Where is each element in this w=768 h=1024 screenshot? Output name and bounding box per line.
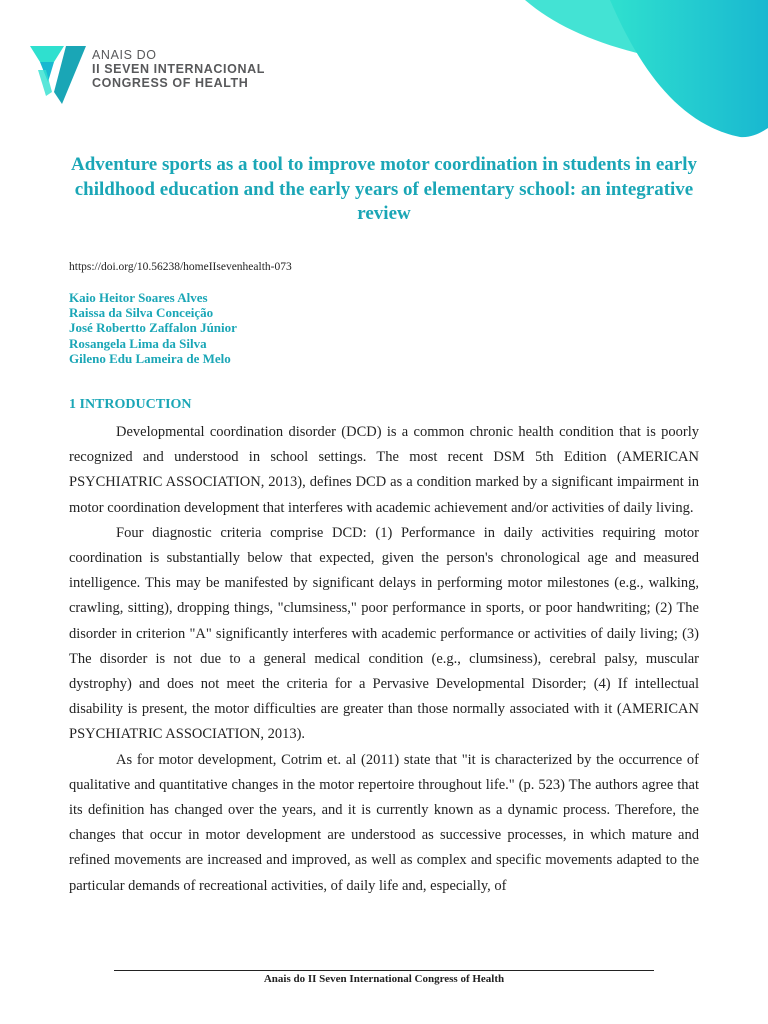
doi-link[interactable]: https://doi.org/10.56238/homeIIsevenhealth-073: [69, 261, 292, 273]
logo-line-3: CONGRESS OF HEALTH: [92, 76, 249, 90]
teal-wave-lower: [610, 0, 768, 137]
logo-line-2: II SEVEN INTERNACIONAL: [92, 62, 265, 76]
section-heading: 1 INTRODUCTION: [69, 397, 192, 412]
author-name: Rosangela Lima da Silva: [69, 335, 207, 351]
congress-logo-icon: [28, 40, 88, 106]
paragraph: As for motor development, Cotrim et. al (2011) state that "it is characterized by the occurrence of qualitative and quantitative changes in the motor repertoire throughout life." (p. 523) The authors agree that its definition has changed over the years, and it is currently known as a dynamic process. Therefore, the changes that occur in motor development are understood as successive processes, in which mature and refined movements are increased and improved, as well as complex and specific movements adapted to the particular demands of recreational activities, of daily life and, especially, of: [69, 751, 699, 894]
author-list: [69, 290, 237, 366]
congress-logo-text: [92, 48, 265, 90]
paragraph: Developmental coordination disorder (DCD) is a common chronic health condition that is poorly recognized and understood in school settings. The most recent DSM 5th Edition (AMERICAN PSYCHIATRIC ASSOCIATION, 2013), defines DCD as a condition marked by a significant impairment in motor coordination development that interferes with academic achievement and/or activities of daily living.: [69, 424, 699, 516]
author-name: Kaio Heitor Soares Alves: [69, 290, 208, 305]
paragraph: Four diagnostic criteria comprise DCD: (1) Performance in daily activities requiring motor coordination is substantially below that expected, given the person's chronological age and measured intelligence. This may be manifested by significant delays in performing motor milestones (e.g., walking, crawling, sitting), dropping things, "clumsiness," poor performance in sports, or poor handwriting; (2) The disorder in criterion "A" significantly interferes with academic performance or activities of daily living; (3) The disorder is not due to a general medical condition (e.g., clumsiness), cerebral palsy, muscular dystrophy) and does not meet the criteria for a Pervasive Developmental Disorder; (4) If intellectual disability is present, the motor difficulties are greater than those normally associated with it (AMERICAN PSYCHIATRIC ASSOCIATION, 2013).: [69, 524, 699, 743]
paper-title: Adventure sports as a tool to improve motor coordination in students in early childhood education and the early years of elementary school: an integrative review: [71, 154, 697, 224]
author-name: José Robertto Zaffalon Júnior: [69, 320, 237, 336]
author-name: Gileno Edu Lameira de Melo: [69, 350, 231, 366]
logo-line-1: ANAIS DO: [92, 48, 157, 62]
footer-divider: [114, 970, 654, 971]
body-text: [69, 420, 699, 899]
author-name: Raissa da Silva Conceição: [69, 305, 214, 321]
page-footer: Anais do II Seven International Congress of Health: [263, 973, 505, 985]
